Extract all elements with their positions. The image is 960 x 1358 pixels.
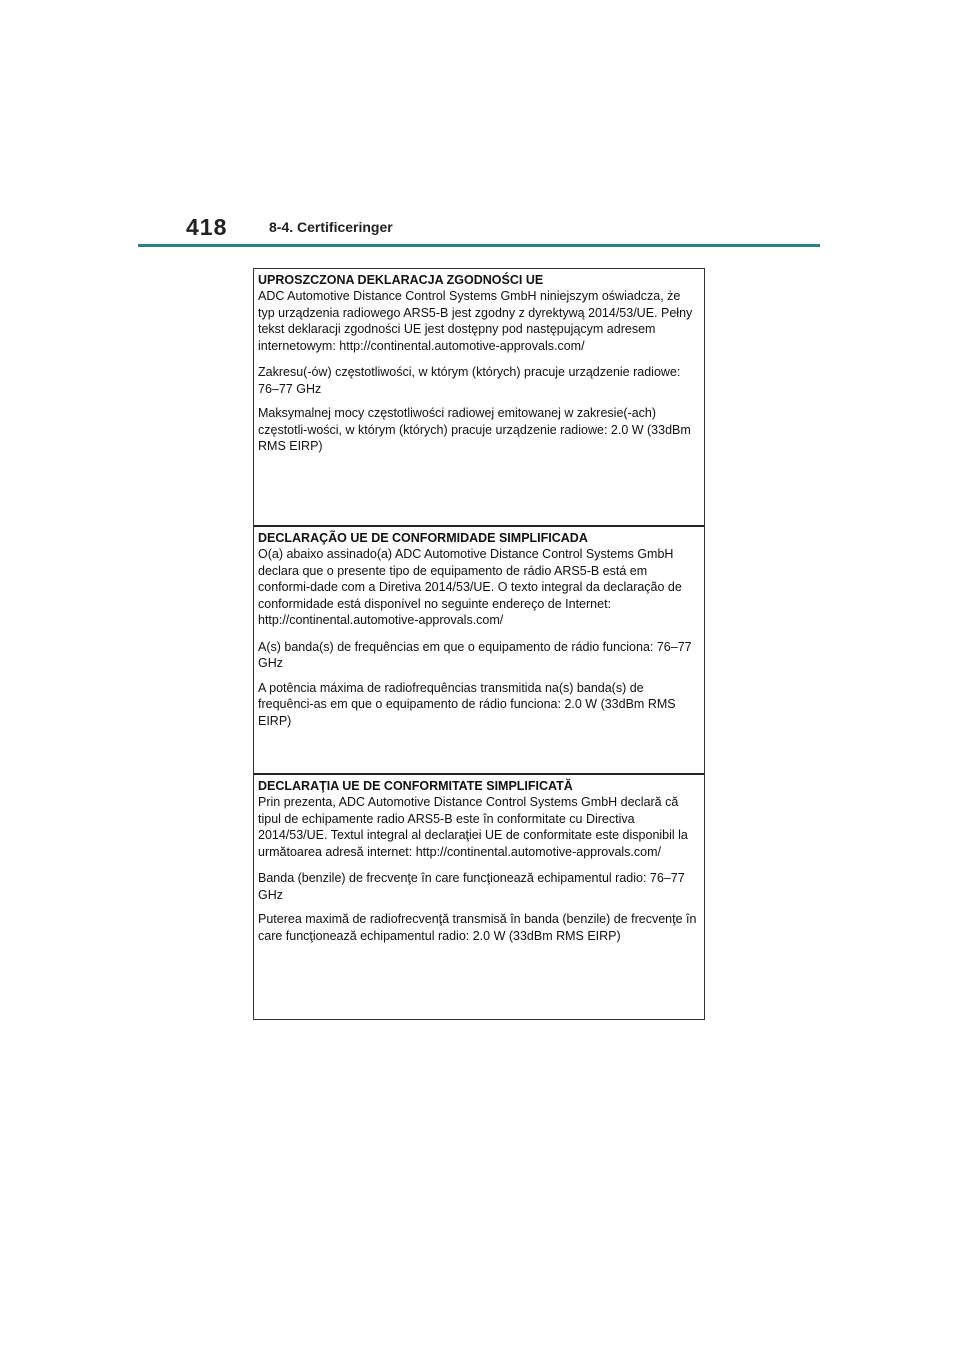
- frequency-band-paragraph: A(s) banda(s) de frequências em que o equipamento de rádio funciona: 76–77 GHz: [258, 639, 692, 670]
- frequency-band-paragraph: Banda (benzile) de frecvenţe în care funcţionează echipamentul radio: 76–77 GHz: [258, 871, 685, 902]
- declaration-romanian: [254, 773, 704, 1019]
- declaration-portuguese: [254, 525, 704, 773]
- declaration-paragraph: Prin prezenta, ADC Automotive Distance Control Systems GmbH declară că tipul de echipamente radio ARS5-B este în conformitate cu Directiva 2014/53/UE. Textul integral al declaraţiei UE de conformitate este disponibil la următoarea adresă internet: http://continental.automotive-approvals.com/: [258, 795, 688, 859]
- page-header: [138, 214, 820, 248]
- max-power-paragraph: Maksymalnej mocy częstotliwości radiowej emitowanej w zakresie(-ach) częstotli-wości, w którym (których) pracuje urządzenie radiowe: 2.0 W (33dBm RMS EIRP): [258, 406, 691, 453]
- max-power-paragraph: Puterea maximă de radiofrecvenţă transmisă în banda (benzile) de frecvenţe în care funcţionează echipamentul radio: 2.0 W (33dBm RMS EIRP): [258, 912, 697, 943]
- max-power-paragraph: A potência máxima de radiofrequências transmitida na(s) banda(s) de frequênci-as em que o equipamento de rádio funciona: 2.0 W (33dBm RMS EIRP): [258, 680, 676, 728]
- declaration-heading: UPROSZCZONA DEKLARACJA ZGODNOŚCI UE: [258, 273, 544, 287]
- declaration-polish: [254, 269, 704, 525]
- certification-box: [253, 268, 705, 1020]
- declaration-heading: DECLARAŢIA UE DE CONFORMITATE SIMPLIFICATĂ: [258, 779, 573, 793]
- page-number: 418: [186, 214, 228, 240]
- frequency-band-paragraph: Zakresu(-ów) częstotliwości, w którym (których) pracuje urządzenie radiowe: 76–77 GHz: [258, 365, 681, 396]
- section-title: 8-4. Certificeringer: [269, 219, 393, 235]
- declaration-paragraph: ADC Automotive Distance Control Systems GmbH niniejszym oświadcza, że typ urządzenia radiowego ARS5-B jest zgodny z dyrektywą 2014/53/UE. Pełny tekst deklaracji zgodności UE jest dostępny pod następującym adresem internetowym: http://continental.automotive-approvals.com/: [258, 289, 693, 353]
- declaration-heading: DECLARAÇÃO UE DE CONFORMIDADE SIMPLIFICADA: [258, 531, 588, 545]
- header-rule: [138, 244, 820, 247]
- declaration-paragraph: O(a) abaixo assinado(a) ADC Automotive Distance Control Systems GmbH declara que o presente tipo de equipamento de rádio ARS5-B está em conformi-dade com a Diretiva 2014/53/UE. O texto integral da declaração de conformidade está disponível no seguinte endereço de Internet: http://continental.automotive-approvals.com/: [258, 547, 682, 627]
